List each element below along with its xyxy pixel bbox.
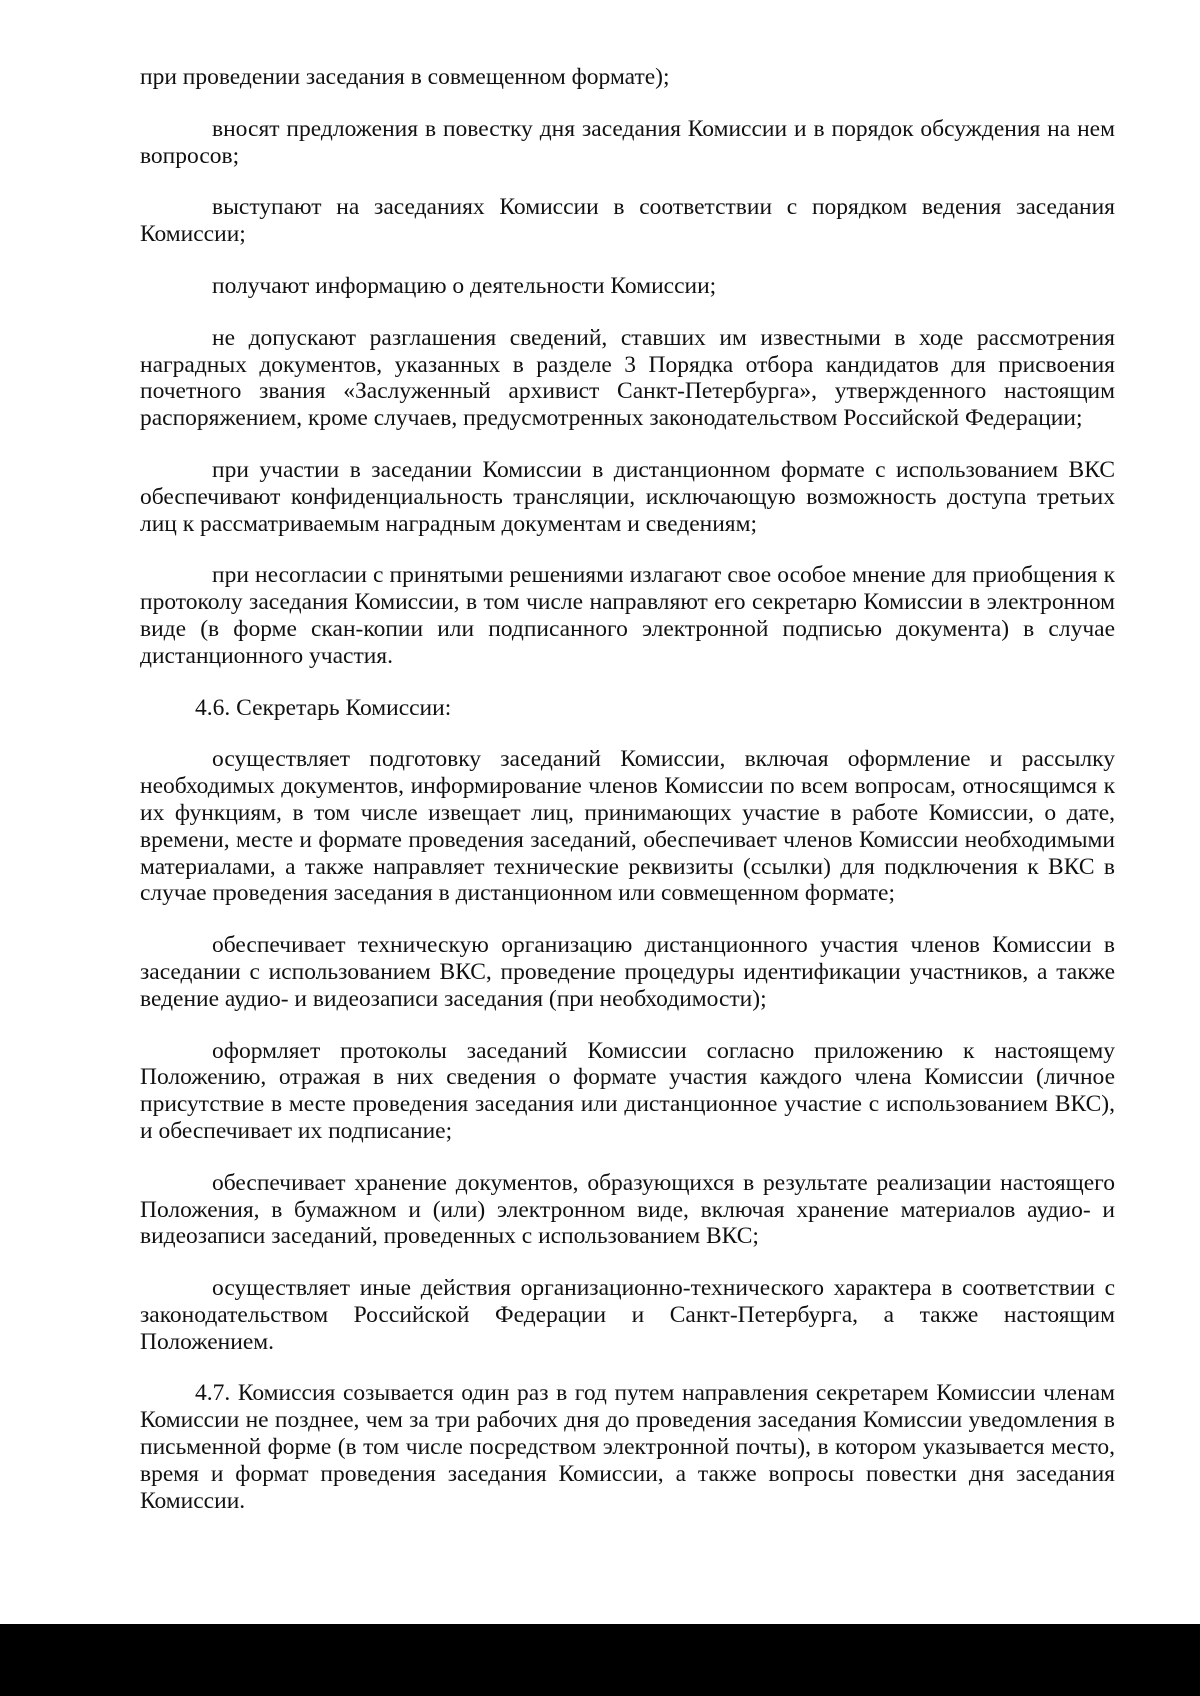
paragraph-dissent: при несогласии с принятыми решениями излагают свое особое мнение для приобщения к протоколу заседания Комиссии, в том числе направляют его секретарю Комиссии в электронном виде (в форме скан-копии или подписанного электронной подписью документа) в случае дистанционного участия. <box>140 562 1115 669</box>
scan-border <box>0 1624 1200 1696</box>
paragraph-storage: обеспечивает хранение документов, образующихся в результате реализации настоящего Положения, в бумажном и (или) электронном виде, включая хранение материалов аудио- и видеозаписи заседаний, проведенных с использованием ВКС; <box>140 1169 1115 1250</box>
paragraph-speak: выступают на заседаниях Комиссии в соответствии с порядком ведения заседания Комиссии; <box>140 194 1115 248</box>
paragraph-nondisclosure: не допускают разглашения сведений, ставших им известными в ходе рассмотрения наградных документов, указанных в разделе 3 Порядка отбора кандидатов для присвоения почетного звания «Заслуженный архивист Санкт-Петербурга», утвержденного настоящим распоряжением, кроме случаев, предусмотренных законодательством Российской Федерации; <box>140 324 1115 432</box>
section-4-7: 4.7. Комиссия созывается один раз в год путем направления секретарем Комиссии членам Комиссии не позднее, чем за три рабочих дня до проведения заседания Комиссии уведомления в письменной форме (в том числе посредством электронной почты), в котором указывается место, время и формат проведения заседания Комиссии, а также вопросы повестки дня заседания Комиссии. <box>140 1380 1115 1514</box>
paragraph-confidentiality: при участии в заседании Комиссии в дистанционном формате с использованием ВКС обеспечивают конфиденциальность трансляции, исключающую возможность доступа третьих лиц к рассматриваемым наградным документам и сведениям; <box>140 456 1115 537</box>
paragraph-information: получают информацию о деятельности Комиссии; <box>212 272 717 299</box>
paragraph-preparation: осуществляет подготовку заседаний Комиссии, включая оформление и рассылку необходимых документов, информирование членов Комиссии по всем вопросам, относящимся к их функциям, в том числе извещает лиц, принимающих участие в работе Комиссии, о дате, времени, месте и формате проведения заседаний, обеспечивает членов Комиссии необходимыми материалами, а также направляет технические реквизиты (ссылки) для подключения к ВКС в случае проведения заседания в дистанционном или совмещенном формате; <box>140 746 1115 907</box>
paragraph-other-actions: осуществляет иные действия организационно-технического характера в соответствии с законодательством Российской Федерации и Санкт-Петербурга, а также настоящим Положением. <box>140 1275 1115 1355</box>
paragraph-technical-organization: обеспечивает техническую организацию дистанционного участия членов Комиссии в заседании с использованием ВКС, проведение процедуры идентификации участников, а также ведение аудио- и видеозаписи заседания (при необходимости); <box>140 932 1115 1012</box>
document-body <box>140 64 1115 1539</box>
section-heading-4-6: 4.6. Секретарь Комиссии: <box>195 694 452 721</box>
paragraph-continuation: при проведении заседания в совмещенном формате); <box>140 64 670 90</box>
paragraph-proposals: вносят предложения в повестку дня заседания Комиссии и в порядок обсуждения на нем вопросов; <box>140 115 1115 169</box>
paragraph-protocols: оформляет протоколы заседаний Комиссии согласно приложению к настоящему Положению, отражая в них сведения о формате участия каждого члена Комиссии (личное присутствие в месте проведения заседания или дистанционное участие с использованием ВКС), и обеспечивает их подписание; <box>140 1037 1115 1144</box>
